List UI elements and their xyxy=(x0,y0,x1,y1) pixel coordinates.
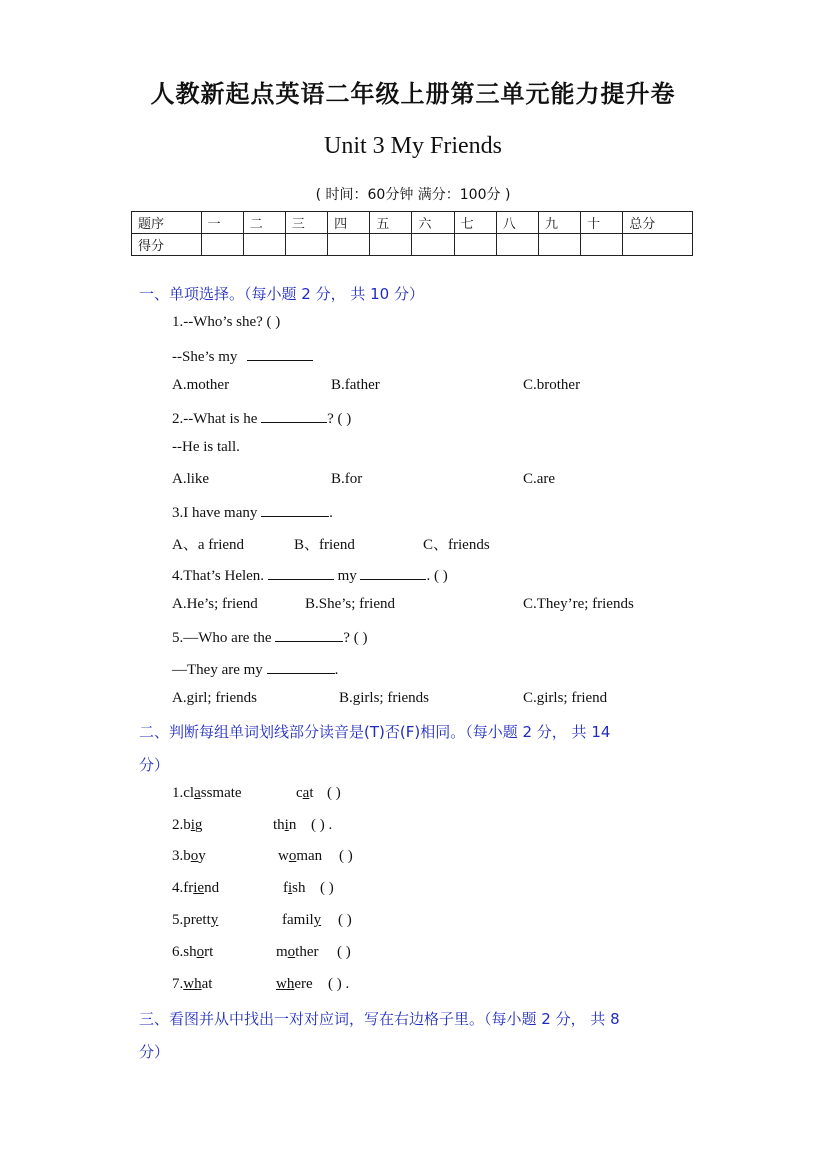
phonics-compare-word xyxy=(273,817,296,834)
q4-option-c[interactable]: C.They’re; friends xyxy=(523,596,634,612)
score-cell: 十 xyxy=(581,212,623,234)
phonics-compare-word xyxy=(296,785,314,802)
q2-option-c[interactable]: C.are xyxy=(523,471,556,487)
score-cell: 六 xyxy=(412,212,454,234)
q4-stem-b: my xyxy=(337,568,357,584)
answer-blank[interactable] xyxy=(247,346,313,361)
word2-underlined: o xyxy=(288,848,297,864)
word1-underlined: o xyxy=(190,848,199,864)
word1-rest: g xyxy=(194,817,203,833)
word2-part: c xyxy=(296,785,303,801)
score-label-cell: 得分 xyxy=(132,234,202,256)
q4-stem-a: 4.That’s Helen. xyxy=(172,568,265,584)
word1-rest: at xyxy=(201,976,213,992)
answer-paren[interactable]: ( ) xyxy=(337,944,351,960)
q1-answer-line xyxy=(172,346,313,366)
phonics-item xyxy=(172,848,206,865)
word2-underlined: i xyxy=(284,817,289,833)
phonics-item xyxy=(172,976,212,993)
phonics-item xyxy=(172,944,213,961)
q5-stem xyxy=(172,627,367,647)
phonics-item xyxy=(172,880,219,897)
word1-rest: rt xyxy=(204,944,214,960)
unit-subtitle: Unit 3 My Friends xyxy=(323,133,502,159)
word2-rest: t xyxy=(309,785,314,801)
word2-rest: ere xyxy=(294,976,313,992)
q2-line2: --He is tall. xyxy=(172,439,240,455)
q3-option-c[interactable]: C、friends xyxy=(423,537,490,553)
section3-heading: 三、看图并从中找出一对对应词，写在右边格子里。（每小题 2 分， 共 8 xyxy=(139,1010,620,1028)
score-input-cell[interactable] xyxy=(538,234,580,256)
q2-stem-a: 2.--What is he xyxy=(172,411,258,427)
word1-underlined: o xyxy=(196,944,205,960)
score-cell: 五 xyxy=(370,212,412,234)
score-table-score-row xyxy=(132,234,693,256)
score-input-cell[interactable] xyxy=(581,234,623,256)
score-input-cell[interactable] xyxy=(201,234,243,256)
word1-rest: y xyxy=(198,848,206,864)
word1-rest: nd xyxy=(204,880,220,896)
answer-blank[interactable] xyxy=(360,565,426,580)
score-input-cell[interactable] xyxy=(285,234,327,256)
q4-stem xyxy=(172,565,448,585)
phonics-compare-word xyxy=(283,880,306,897)
q2-option-b[interactable]: B.for xyxy=(331,471,363,487)
word2-part: w xyxy=(278,848,289,864)
word1-part: 4.fr xyxy=(172,880,194,896)
q3-stem-b: . xyxy=(329,505,333,521)
answer-paren[interactable]: ( ) . xyxy=(328,976,350,992)
word2-underlined: i xyxy=(288,880,293,896)
word1-underlined: wh xyxy=(183,976,202,992)
word2-part: th xyxy=(273,817,285,833)
word1-underlined: a xyxy=(194,785,201,801)
q1-option-b[interactable]: B.father xyxy=(331,377,380,393)
section1-heading: 一、单项选择。（每小题 2 分， 共 10 分） xyxy=(139,285,424,303)
word2-underlined: o xyxy=(287,944,296,960)
q2-stem xyxy=(172,408,351,428)
phonics-compare-word xyxy=(282,912,321,929)
section3-heading-cont: 分） xyxy=(139,1043,170,1061)
q2-option-a[interactable]: A.like xyxy=(172,471,210,487)
word1-part: 6.sh xyxy=(172,944,197,960)
word2-rest: man xyxy=(296,848,323,864)
q1-option-c[interactable]: C.brother xyxy=(523,377,581,393)
q5-option-b[interactable]: B.girls; friends xyxy=(339,690,429,706)
word1-underlined: ie xyxy=(193,880,205,896)
section2-heading-cont: 分） xyxy=(139,756,170,774)
q5-option-c[interactable]: C.girls; friend xyxy=(523,690,608,706)
word2-part: m xyxy=(276,944,288,960)
answer-blank[interactable] xyxy=(268,565,334,580)
score-table xyxy=(131,211,693,256)
answer-paren[interactable]: ( ) xyxy=(320,880,334,896)
q3-stem-a: 3.I have many xyxy=(172,505,258,521)
score-cell: 一 xyxy=(201,212,243,234)
answer-blank[interactable] xyxy=(275,627,343,642)
score-input-cell[interactable] xyxy=(496,234,538,256)
q3-option-a[interactable]: A、a friend xyxy=(172,537,245,553)
q1-option-a[interactable]: A.mother xyxy=(172,377,230,393)
section2-heading: 二、判断每组单词划线部分读音是(T)否(F)相同。（每小题 2 分， 共 14 xyxy=(139,723,611,741)
q4-stem-c: . ( ) xyxy=(426,568,448,584)
word1-rest: ssmate xyxy=(200,785,242,801)
score-cell: 八 xyxy=(496,212,538,234)
word2-rest: sh xyxy=(292,880,306,896)
phonics-compare-word xyxy=(276,976,313,993)
score-input-cell[interactable] xyxy=(370,234,412,256)
answer-blank[interactable] xyxy=(261,502,329,517)
word2-part: famil xyxy=(282,912,314,928)
word2-underlined: wh xyxy=(276,976,295,992)
word1-part: 2.b xyxy=(172,817,191,833)
score-input-cell[interactable] xyxy=(454,234,496,256)
q5-line2-b: . xyxy=(334,662,339,678)
word1-part: 5.prett xyxy=(172,912,211,928)
score-cell: 九 xyxy=(538,212,580,234)
phonics-item xyxy=(172,912,218,929)
page-title: 人教新起点英语二年级上册第三单元能力提升卷 xyxy=(150,80,676,108)
answer-paren[interactable]: ( ) . xyxy=(311,817,333,833)
word1-underlined: y xyxy=(210,912,219,928)
score-cell: 四 xyxy=(328,212,370,234)
word1-part: 1.cl xyxy=(172,785,195,801)
score-input-cell[interactable] xyxy=(243,234,285,256)
q5-stem-a: 5.—Who are the xyxy=(172,630,272,646)
phonics-item xyxy=(172,817,202,834)
q5-stem-b: ? ( ) xyxy=(343,630,368,646)
q3-option-b[interactable]: B、friend xyxy=(294,537,355,553)
answer-paren[interactable]: ( ) xyxy=(327,785,341,801)
q1-line2-text: --She’s my xyxy=(172,349,238,365)
score-cell: 二 xyxy=(243,212,285,234)
phonics-compare-word xyxy=(278,848,322,865)
phonics-compare-word xyxy=(276,944,319,961)
answer-blank[interactable] xyxy=(261,408,327,423)
q2-stem-b: ? ( ) xyxy=(327,411,352,427)
word2-rest: ther xyxy=(295,944,319,960)
word1-part: 7. xyxy=(172,976,184,992)
q4-option-b[interactable]: B.She’s; friend xyxy=(305,596,395,612)
score-cell: 总分 xyxy=(623,212,693,234)
q5-line2 xyxy=(172,659,338,679)
phonics-item xyxy=(172,785,242,802)
q1-stem: 1.--Who’s she? ( ) xyxy=(172,314,281,330)
score-input-cell[interactable] xyxy=(412,234,454,256)
word2-underlined: a xyxy=(302,785,310,801)
word1-part: 3.b xyxy=(172,848,191,864)
word2-part: f xyxy=(283,880,288,896)
word2-underlined: y xyxy=(313,912,322,928)
word1-underlined: i xyxy=(190,817,195,833)
score-cell: 三 xyxy=(285,212,327,234)
score-cell: 题序 xyxy=(132,212,202,234)
q5-line2-a: —They are my xyxy=(172,662,263,678)
answer-paren[interactable]: ( ) xyxy=(338,912,352,928)
answer-paren[interactable]: ( ) xyxy=(339,848,353,864)
score-input-cell[interactable] xyxy=(328,234,370,256)
q4-option-a[interactable]: A.He’s; friend xyxy=(172,596,258,612)
q5-option-a[interactable]: A.girl; friends xyxy=(172,690,257,706)
answer-blank[interactable] xyxy=(267,659,335,674)
score-input-cell[interactable] xyxy=(623,234,693,256)
word2-rest: n xyxy=(288,817,297,833)
q3-stem xyxy=(172,502,333,522)
exam-meta: ( 时间：60分钟 满分：100分 ) xyxy=(315,187,511,203)
score-table-header-row xyxy=(132,212,693,234)
score-cell: 七 xyxy=(454,212,496,234)
